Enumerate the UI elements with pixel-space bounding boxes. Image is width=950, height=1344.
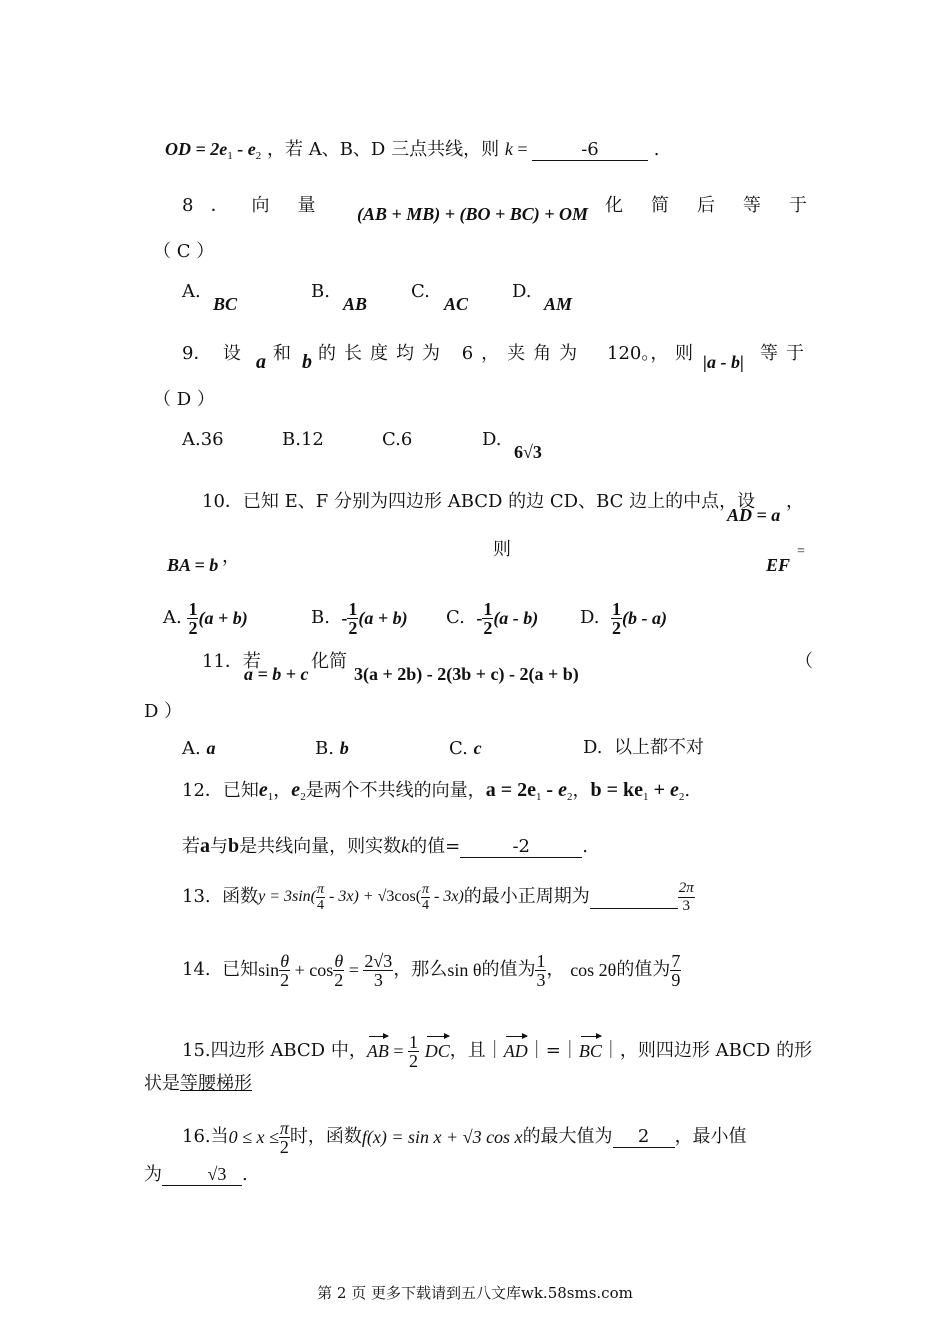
q9-option-c: C.6 — [382, 429, 413, 450]
q9-option-a: A.36 — [182, 429, 224, 450]
q8-text2: 化简后等于 — [605, 195, 835, 216]
q8-option-c: C. — [411, 281, 430, 302]
q7-math-od: OD = 2e — [165, 139, 228, 159]
q11-option-c: C. c — [449, 738, 482, 759]
q16-min-answer: √3 — [162, 1164, 242, 1186]
q10-ef: EF — [766, 555, 791, 575]
q9-option-b: B.12 — [282, 429, 324, 450]
q7-answer: -6 — [532, 140, 648, 161]
q9-and: 和 — [273, 343, 291, 364]
q9-a: a — [256, 351, 266, 373]
q10-option-c: C. - $\frac{1}{2}$ (a - b) — [446, 598, 539, 638]
q9-eq: 等于 — [760, 343, 812, 364]
q8-option-a: A. — [182, 281, 201, 302]
q9-option-d: D. — [482, 429, 502, 450]
q16-max-answer: 2 — [613, 1127, 675, 1148]
q15-line1: 15.四边形 ABCD 中， AB = $\frac{1}{2}$ DC ，且｜ AD ｜=｜ BC ｜，则四边形 ABCD 的形 — [182, 1031, 813, 1071]
vector-dc: DC — [424, 1041, 450, 1061]
q11-text: 化简 — [311, 651, 347, 672]
q9-then: 则 — [675, 343, 693, 364]
q13-answer: $\frac{2\pi}{3}$ — [678, 879, 694, 914]
q11-cond: a = b + c — [244, 664, 309, 684]
q10-text: 10．已知 E、F 分别为四边形 ABCD 的边 CD、BC 边上的中点，设 — [202, 491, 756, 512]
q10-option-a: A. $\frac{1}{2}$ (a + b) — [163, 598, 248, 638]
q11-num: 11．若 — [202, 651, 261, 672]
q11-answer: D ） — [144, 701, 183, 722]
q7-line: OD = $2e_1 - e_2$ ，若 A、B、D 三点共线，则 k = -6 . — [165, 139, 660, 162]
q10-ba: BA = b — [167, 555, 219, 575]
q9-option-d-val: 6√3 — [514, 442, 542, 462]
q15-answer: 等腰梯形 — [180, 1073, 252, 1094]
q8-bracket: （ C ） — [153, 241, 215, 262]
q9-b: b — [302, 351, 312, 373]
q8-option-a-val: BC — [213, 294, 238, 314]
q9-angle: 120。， — [607, 343, 669, 364]
q9-line: 9． 设 — [182, 343, 241, 364]
q11-expr: 3(a + 2b) - 2(3b + c) - 2(a + b) — [354, 664, 579, 684]
q8-option-b-val: AB — [343, 294, 368, 314]
q11-option-d: D. 以上都不对 — [583, 737, 704, 758]
q11-option-a: A. a — [182, 738, 216, 759]
q15-line2: 状是等腰梯形 — [144, 1073, 252, 1094]
q11-option-b: B. b — [315, 738, 349, 759]
q8-option-c-val: AC — [444, 294, 469, 314]
q9-bracket: （ D ） — [153, 389, 215, 410]
q10-option-b: B. - $\frac{1}{2}$ (a + b) — [311, 598, 408, 638]
vector-ad: AD — [503, 1041, 528, 1061]
q8-option-d: D. — [512, 281, 532, 302]
q9-text2: 的长度均为 6，夹角为 — [318, 343, 586, 364]
q10-then: 则 — [493, 539, 511, 560]
q10-option-d: D. $\frac{1}{2}$ (b - a) — [580, 598, 667, 638]
q7-text: ，若 A、B、D 三点共线，则 — [266, 139, 500, 160]
vector-bc: BC — [578, 1041, 602, 1061]
q8-option-d-val: AM — [544, 294, 573, 314]
page-footer: 第 2 页 更多下载请到五八文库wk.58sms.com — [317, 1284, 633, 1302]
q16-line1: 16.当 0 ≤ x ≤ $\frac{\pi}{2}$ 时，函数 f(x) = sin x + √3 cos x 的最大值为 2 ，最小值 — [182, 1117, 747, 1157]
q8-option-b: B. — [311, 281, 330, 302]
q8-line: 8 ． 向量 — [182, 195, 344, 216]
q13-line: 13. 函数 y = 3sin( $\frac{\pi}{4}$ - 3x) + √3 cos( $\frac{\pi}{4}$ - 3x) 的最小正周期为 $\frac{2\pi}{3}$ — [182, 879, 694, 914]
q14-line: 14. 已知 sin $\frac{\theta}{2}$ + cos $\frac{\theta}{2}$ = $\frac{2√3}{3}$ ，那么 sin θ 的值为 $\frac{1}{3}$ ， cos 2θ 的值为 $\frac{7}{9}$ — [182, 950, 681, 990]
q16-line2: 为 √3 . — [144, 1164, 248, 1185]
q12-answer: -2 — [460, 837, 582, 858]
q10-ad: AD = a — [727, 505, 781, 525]
q12-line1: 12．已知$e_1$，$e_2$是两个不共线的向量，$a = 2e_1 - e_2$，$b = ke_1 + e_2$. — [182, 779, 691, 803]
q9-abs: |a - b| — [703, 352, 744, 372]
q12-line2: 若a与b是共线向量，则实数k的值= -2 . — [182, 835, 588, 857]
q8-expr: (AB + MB) + (BO + BC) + OM — [357, 204, 589, 224]
vector-ab: AB — [366, 1041, 389, 1061]
